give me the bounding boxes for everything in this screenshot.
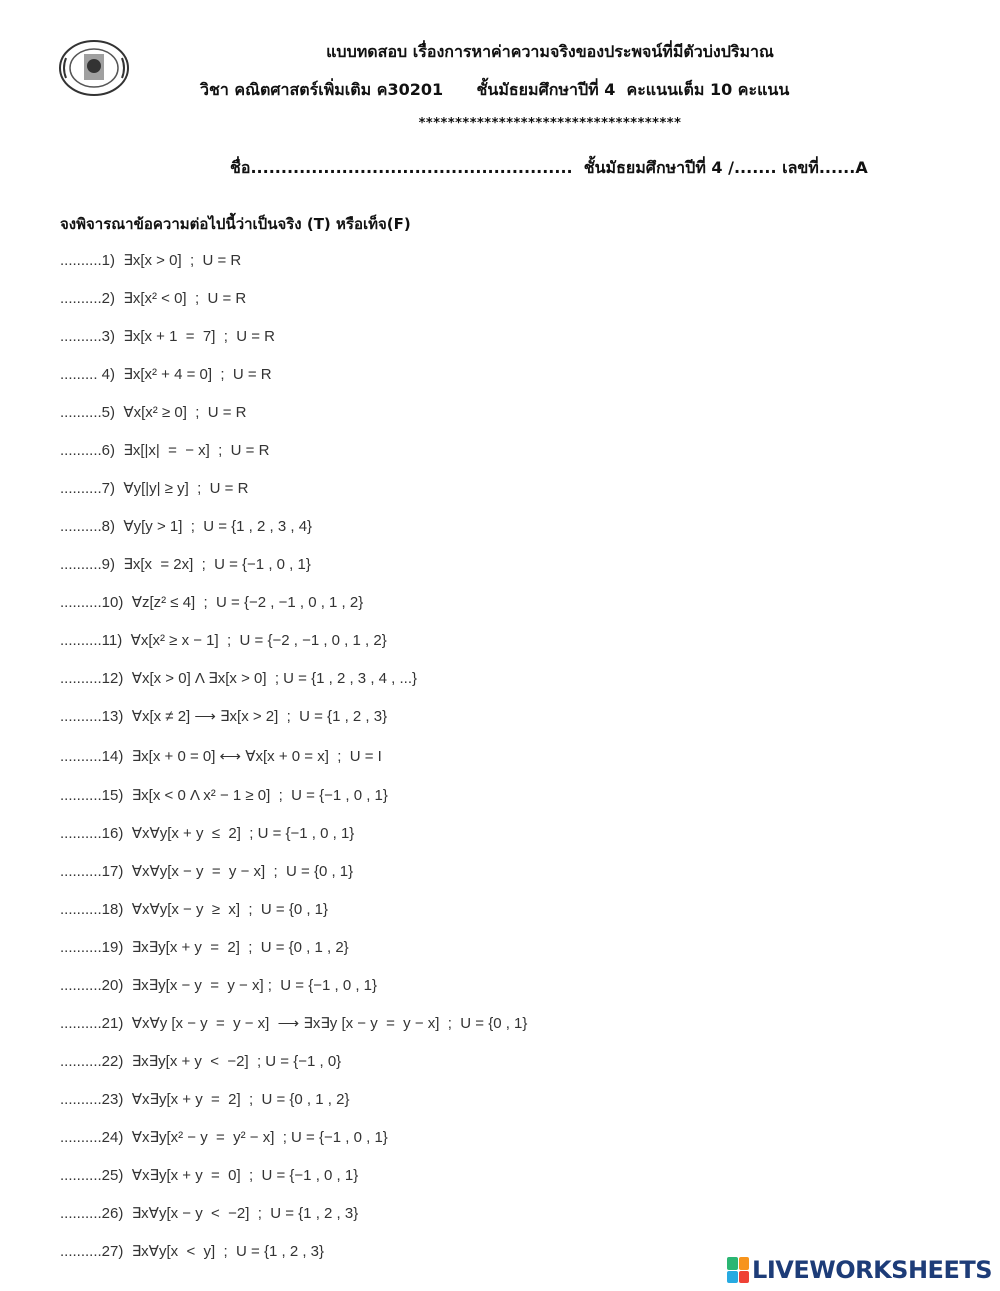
question-row[interactable]: ..........9) ∃x[x = 2x] ; U = {−1 , 0 , 1} [60,556,311,573]
question-row[interactable]: ..........16) ∀x∀y[x + y ≤ 2] ; U = {−1 , 0 , 1} [60,825,355,842]
school-seal-logo [58,38,130,98]
question-row[interactable]: ..........13) ∀x[x ≠ 2] ⟶ ∃x[x > 2] ; U = {1 , 2 , 3} [60,708,388,725]
star-divider: ************************************ [418,116,682,131]
question-row[interactable]: ..........7) ∀y[|y| ≥ y] ; U = R [60,480,249,497]
question-row[interactable]: ..........1) ∃x[x > 0] ; U = R [60,252,242,269]
question-row[interactable]: ..........24) ∀x∃y[x² − y = y² − x] ; U = {−1 , 0 , 1} [60,1129,388,1146]
question-row[interactable]: ..........25) ∀x∃y[x + y = 0] ; U = {−1 , 0 , 1} [60,1167,359,1184]
question-row[interactable]: ..........21) ∀x∀y [x − y = y − x] ⟶ ∃x∃y [x − y = y − x] ; U = {0 , 1} [60,1015,528,1032]
instructions: จงพิจารณาข้อความต่อไปนี้ว่าเป็นจริง (T) หรือเท็จ(F) [60,215,411,233]
question-row[interactable]: ..........26) ∃x∀y[x − y < −2] ; U = {1 , 2 , 3} [60,1205,359,1222]
question-row[interactable]: ..........6) ∃x[|x| = − x] ; U = R [60,442,270,459]
brand-text: LIVEWORKSHEETS [752,1256,992,1284]
question-row[interactable]: ..........12) ∀x[x > 0] Λ ∃x[x > 0] ; U = {1 , 2 , 3 , 4 , ...} [60,670,418,687]
liveworksheets-brand [727,1253,992,1287]
question-row[interactable]: ..........10) ∀z[z² ≤ 4] ; U = {−2 , −1 , 0 , 1 , 2} [60,594,364,611]
student-info-line: ชื่อ..................................................... ชั้นมัธยมศึกษาปีที่ 4 /....... เลขที่......A [230,158,868,177]
question-row[interactable]: ..........18) ∀x∀y[x − y ≥ x] ; U = {0 , 1} [60,901,329,918]
question-row[interactable]: ..........2) ∃x[x² < 0] ; U = R [60,290,247,307]
question-row[interactable]: ..........15) ∃x[x < 0 Λ x² − 1 ≥ 0] ; U = {−1 , 0 , 1} [60,787,388,804]
question-row[interactable]: ..........14) ∃x[x + 0 = 0] ⟷ ∀x[x + 0 = x] ; U = I [60,748,382,765]
question-row[interactable]: ..........19) ∃x∃y[x + y = 2] ; U = {0 , 1 , 2} [60,939,349,956]
question-row[interactable]: ..........20) ∃x∃y[x − y = y − x] ; U = {−1 , 0 , 1} [60,977,378,994]
worksheet-title: แบบทดสอบ เรื่องการหาค่าความจริงของประพจน์ที่มีตัวบ่งปริมาณ [326,42,774,61]
question-row[interactable]: ..........5) ∀x[x² ≥ 0] ; U = R [60,404,247,421]
question-row[interactable]: ......... 4) ∃x[x² + 4 = 0] ; U = R [60,366,272,383]
question-row[interactable]: ..........17) ∀x∀y[x − y = y − x] ; U = {0 , 1} [60,863,354,880]
question-row[interactable]: ..........22) ∃x∃y[x + y < −2] ; U = {−1 , 0} [60,1053,342,1070]
question-row[interactable]: ..........11) ∀x[x² ≥ x − 1] ; U = {−2 , −1 , 0 , 1 , 2} [60,632,387,649]
question-row[interactable]: ..........27) ∃x∀y[x < y] ; U = {1 , 2 , 3} [60,1243,325,1260]
question-row[interactable]: ..........8) ∀y[y > 1] ; U = {1 , 2 , 3 , 4} [60,518,313,535]
question-row[interactable]: ..........23) ∀x∃y[x + y = 2] ; U = {0 , 1 , 2} [60,1091,350,1108]
question-row[interactable]: ..........3) ∃x[x + 1 = 7] ; U = R [60,328,275,345]
liveworksheets-icon [727,1257,749,1283]
worksheet-subtitle: วิชา คณิตศาสตร์เพิ่มเติม ค30201 ชั้นมัธยมศึกษาปีที่ 4 คะแนนเต็ม 10 คะแนน [200,80,790,99]
